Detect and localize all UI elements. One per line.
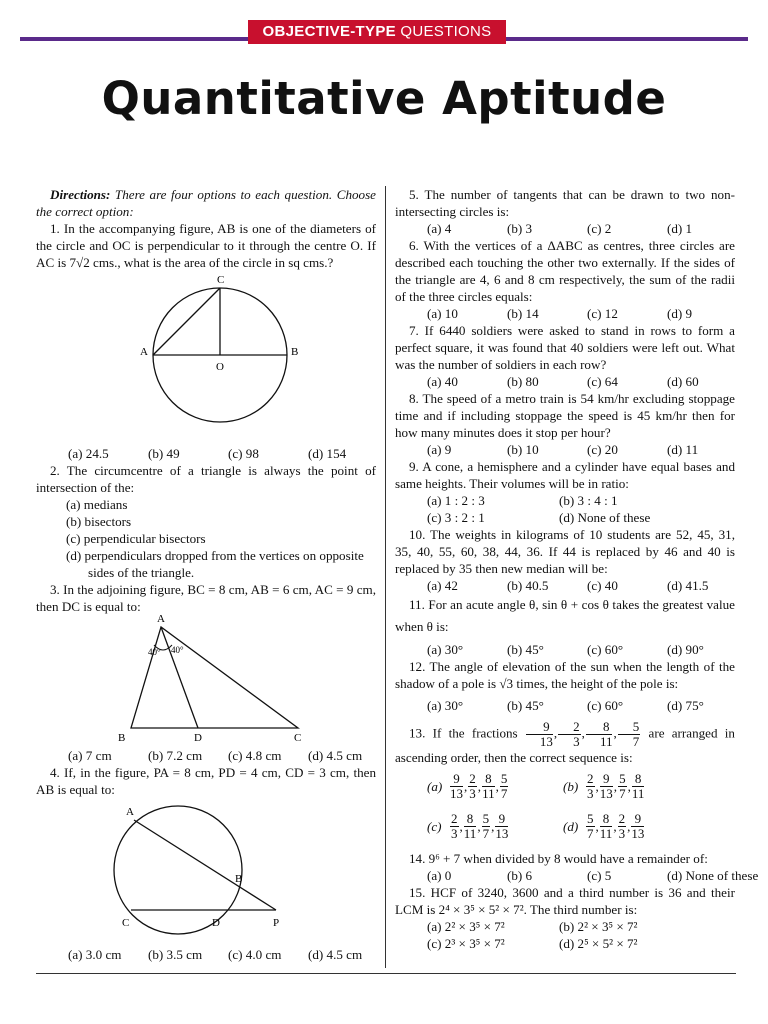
q9-options: [395, 492, 735, 509]
figure-circle-diameter: [36, 271, 376, 441]
fig4-label-c: C: [122, 917, 130, 929]
option[interactable]: (d) 41.5: [667, 578, 709, 593]
question-3: 3. In the adjoining figure, BC = 8 cm, AB = 6 cm, AC = 9 cm, then DC is equal to:: [36, 582, 376, 614]
fig1-label-o: O: [216, 361, 224, 373]
question-15: 15. HCF of 3240, 3600 and a third number is 36 and their LCM is 2⁴ × 3⁵ × 5² × 7². The third number is:: [395, 885, 735, 917]
option[interactable]: (b) 14: [507, 306, 539, 321]
fig3-angle-1: 40°: [148, 647, 161, 657]
question-8: 8. The speed of a metro train is 54 km/hr excluding stoppage time and if including stoppage the speed is 45 km/hr then for how many minutes does it stop per hour?: [395, 391, 735, 440]
option[interactable]: (d) $\frac{5}{7}$ , $\frac{8}{11}$ , $\frac{2}{3}$ , $\frac{9}{13}$: [563, 810, 645, 841]
option[interactable]: (b) 49: [148, 446, 180, 461]
fig1-label-b: B: [291, 346, 299, 358]
option[interactable]: (c) 2³ × 3⁵ × 7²: [427, 936, 505, 951]
fig4-label-b: B: [235, 873, 243, 885]
q13-options-row2: [395, 806, 735, 846]
option[interactable]: (c) 3 : 2 : 1: [427, 510, 485, 525]
option[interactable]: (b) bisectors: [66, 514, 132, 529]
q3-options: [36, 747, 376, 764]
option[interactable]: (c) 60°: [587, 698, 624, 713]
fig1-label-a: A: [140, 346, 148, 358]
option[interactable]: (d) 2⁵ × 5² × 7²: [559, 936, 638, 951]
option[interactable]: (a) 30°: [427, 698, 464, 713]
q7-options: [395, 373, 735, 390]
option[interactable]: (b) 6: [507, 868, 533, 883]
option[interactable]: (a) medians: [66, 497, 128, 512]
question-1: 1. In the accompanying figure, AB is one of the diameters of the circle and OC is perpendicular to it through the centre O. If AC is 7√2 cms., what is the area of the circle in sq cms.?: [36, 221, 376, 270]
option[interactable]: (c) 98: [228, 446, 259, 461]
fig3-angle-2: 40°: [171, 645, 184, 655]
page-title: Quantitative Aptitude: [101, 72, 667, 125]
option[interactable]: (a) $\frac{9}{13}$ , $\frac{2}{3}$ , $\frac{8}{11}$ , $\frac{5}{7}$: [427, 770, 508, 801]
fig4-label-p: P: [273, 917, 280, 929]
question-7: 7. If 6440 soldiers were asked to stand in rows to form a perfect square, it was found that 40 soldiers were left out. What was the number of soldiers in each row?: [395, 323, 735, 372]
q9-options-row2: [395, 509, 735, 526]
option[interactable]: (d) 60: [667, 374, 699, 389]
footer-rule: [36, 973, 736, 974]
option[interactable]: (d) 9: [667, 306, 693, 321]
left-column: [36, 186, 376, 963]
fraction: $\frac{2}{3}$: [558, 720, 581, 749]
option[interactable]: (b) 80: [507, 374, 539, 389]
option[interactable]: (b) $\frac{2}{3}$ , $\frac{9}{13}$ , $\frac{5}{7}$ , $\frac{8}{11}$: [563, 770, 645, 801]
question-4: 4. If, in the figure, PA = 8 cm, PD = 4 cm, CD = 3 cm, then AB is equal to:: [36, 765, 376, 797]
option[interactable]: (c) 60°: [587, 642, 624, 657]
option[interactable]: (a) 4: [427, 221, 452, 236]
q12-options: [395, 697, 735, 714]
option[interactable]: (b) 40.5: [507, 578, 549, 593]
option[interactable]: (d) 75°: [667, 698, 704, 713]
option[interactable]: (d) 11: [667, 442, 699, 457]
option[interactable]: (b) 10: [507, 442, 539, 457]
option[interactable]: (a) 30°: [427, 642, 464, 657]
option[interactable]: (b) 7.2 cm: [148, 748, 203, 763]
option[interactable]: (c) 5: [587, 868, 612, 883]
option[interactable]: (a) 42: [427, 578, 458, 593]
fig3-label-d: D: [194, 732, 202, 743]
figure-secant-circle: [36, 798, 376, 938]
option[interactable]: (c) 20: [587, 442, 618, 457]
q2-options: [36, 496, 376, 581]
option[interactable]: (d) perpendiculars dropped from the vertices on opposite sides of the triangle.: [66, 548, 364, 580]
q15-options-row2: [395, 935, 735, 952]
option[interactable]: (a) 0: [427, 868, 452, 883]
q1-options: [36, 445, 376, 462]
option[interactable]: (d) None of these: [667, 868, 759, 883]
option[interactable]: (c) $\frac{2}{3}$ , $\frac{8}{11}$ , $\frac{5}{7}$ , $\frac{9}{13}$: [427, 810, 509, 841]
fig3-label-c: C: [294, 732, 302, 743]
option[interactable]: (a) 2² × 3⁵ × 7²: [427, 919, 505, 934]
option[interactable]: (d) 4.5 cm: [308, 947, 363, 962]
option[interactable]: (d) 90°: [667, 642, 704, 657]
option[interactable]: (c) 4.0 cm: [228, 947, 282, 962]
right-column: [395, 186, 759, 952]
option[interactable]: (d) 154: [308, 446, 347, 461]
option[interactable]: (b) 2² × 3⁵ × 7²: [559, 919, 638, 934]
q8-options: [395, 441, 735, 458]
option[interactable]: (b) 45°: [507, 642, 544, 657]
option[interactable]: (c) 12: [587, 306, 618, 321]
q5-options: [395, 220, 735, 237]
option[interactable]: (c) 64: [587, 374, 618, 389]
option[interactable]: (b) 3: [507, 221, 533, 236]
fig4-label-d: D: [212, 917, 220, 929]
q6-options: [395, 305, 735, 322]
option[interactable]: (c) perpendicular bisectors: [66, 531, 206, 546]
fig1-label-c: C: [217, 274, 225, 286]
q10-options: [395, 577, 735, 594]
q13-options-row1: [395, 766, 735, 806]
option[interactable]: (c) 2: [587, 221, 612, 236]
question-6: 6. With the vertices of a ΔABC as centres, three circles are described each touching the other two externally. If the sides of the triangle are 4, 6 and 8 cm respectively, the sum of the radii of the three circles equals:: [395, 238, 735, 304]
option[interactable]: (d) 1: [667, 221, 693, 236]
q4-options: [36, 946, 376, 963]
question-14: 14. 9⁶ + 7 when divided by 8 would have a remainder of:: [409, 851, 708, 866]
question-10: 10. The weights in kilograms of 10 students are 52, 45, 31, 35, 40, 55, 60, 38, 44, 36. If 44 is replaced by 46 and 40 is replaced by 35 then new median will be:: [395, 527, 735, 576]
option[interactable]: (c) 4.8 cm: [228, 748, 282, 763]
question-13: 13. If the fractions $\frac{9}{13}$ , $\frac{2}{3}$ , $\frac{8}{11}$ , $\frac{5}{7}$ are arranged in ascending order, then the correct sequence is:: [395, 719, 735, 765]
question-9: 9. A cone, a hemisphere and a cylinder have equal bases and same heights. Their volumes will be in ratio:: [395, 459, 735, 491]
option[interactable]: (b) 3 : 4 : 1: [559, 493, 618, 508]
option[interactable]: (d) 4.5 cm: [308, 748, 363, 763]
option[interactable]: (b) 45°: [507, 698, 544, 713]
option[interactable]: (a) 24.5: [68, 446, 109, 461]
fig3-label-a: A: [157, 615, 165, 625]
option[interactable]: (a) 40: [427, 374, 458, 389]
option[interactable]: (a) 1 : 2 : 3: [427, 493, 485, 508]
section-badge: OBJECTIVE-TYPE QUESTIONS: [248, 20, 506, 44]
option[interactable]: (d) None of these: [559, 510, 651, 525]
fraction: $\frac{9}{13}$: [526, 720, 553, 749]
option[interactable]: (b) 3.5 cm: [148, 947, 203, 962]
option[interactable]: (a) 7 cm: [68, 748, 112, 763]
fraction: $\frac{5}{7}$: [618, 720, 641, 749]
directions: Directions: There are four options to each question. Choose the correct option:: [36, 187, 376, 219]
question-11: 11. For an acute angle θ, sin θ + cos θ takes the greatest value when θ is:: [395, 597, 735, 634]
q15-options: [395, 918, 735, 935]
figure-triangle-bisector: [36, 615, 376, 743]
option[interactable]: (a) 9: [427, 442, 452, 457]
fig3-label-b: B: [118, 732, 126, 743]
column-divider: [385, 186, 386, 968]
fig4-label-a: A: [126, 806, 134, 818]
q11-options: [395, 641, 735, 658]
question-12: 12. The angle of elevation of the sun when the length of the shadow of a pole is √3 times, the height of the pole is:: [395, 659, 735, 691]
question-2: 2. The circumcentre of a triangle is always the point of intersection of the:: [36, 463, 376, 495]
option[interactable]: (c) 40: [587, 578, 618, 593]
q14-options: [395, 867, 759, 884]
option[interactable]: (a) 10: [427, 306, 458, 321]
fraction: $\frac{8}{11}$: [586, 720, 613, 749]
option[interactable]: (a) 3.0 cm: [68, 947, 122, 962]
question-5: 5. The number of tangents that can be drawn to two non-intersecting circles is:: [395, 187, 735, 219]
